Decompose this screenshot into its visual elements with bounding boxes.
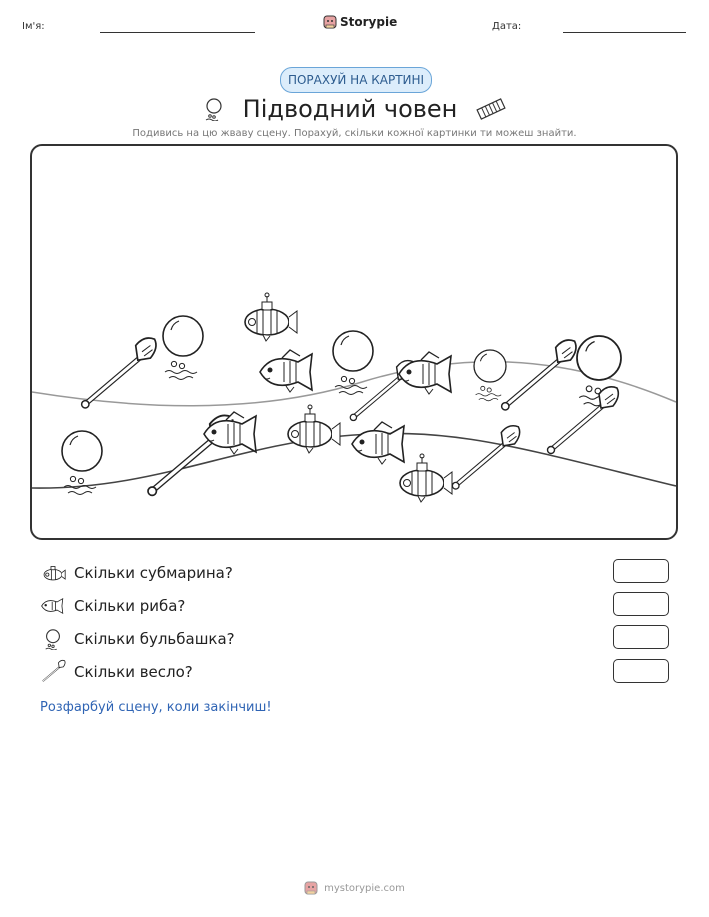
storypie-mascot-icon (323, 14, 337, 30)
fish (352, 422, 404, 464)
name-line[interactable] (100, 32, 255, 33)
oar (548, 387, 619, 454)
submarine (288, 405, 340, 453)
bubble (163, 316, 203, 380)
page-subtitle: Подивись на цю жваву сцену. Порахуй, скільки кожної картинки ти можеш знайти. (132, 128, 577, 139)
count-badge: ПОРАХУЙ НА КАРТИНІ (280, 67, 432, 93)
question-text: Скільки весло? (74, 663, 193, 681)
date-line[interactable] (563, 32, 686, 33)
date-label: Дата: (492, 21, 522, 32)
bubble-icon (203, 97, 225, 121)
question-bubble (40, 626, 235, 652)
fish-icon (40, 595, 66, 617)
fish (399, 352, 451, 394)
answer-box-submarine[interactable] (613, 559, 669, 583)
page-title-row (200, 92, 510, 126)
brand-logo (323, 14, 397, 30)
page-title: Підводний човен (242, 95, 458, 123)
name-label: Ім'я: (22, 21, 45, 32)
counting-scene (30, 144, 678, 540)
footer-site[interactable]: mystorypie.com (324, 882, 405, 894)
eraser-icon (475, 98, 507, 120)
oar-icon (40, 659, 66, 685)
footer (0, 880, 709, 896)
submarine (245, 293, 297, 341)
question-text: Скільки бульбашка? (74, 630, 235, 648)
question-text: Скільки риба? (74, 597, 186, 615)
fish (204, 412, 256, 454)
submarine-icon (40, 562, 66, 584)
question-submarine (40, 560, 233, 586)
answer-box-oar[interactable] (613, 659, 669, 683)
answer-box-fish[interactable] (613, 592, 669, 616)
oar (502, 340, 576, 410)
scene-illustration (32, 146, 676, 538)
question-fish (40, 593, 185, 619)
bubble (474, 350, 506, 401)
answer-box-bubble[interactable] (613, 625, 669, 649)
oar (452, 426, 519, 489)
question-oar (40, 659, 193, 685)
question-text: Скільки субмарина? (74, 564, 233, 582)
oar (82, 338, 156, 408)
brand-name: Storypie (340, 15, 398, 29)
coloring-instruction: Розфарбуй сцену, коли закінчиш! (40, 700, 272, 715)
bubble-icon (40, 628, 66, 650)
storypie-mascot-icon (304, 880, 318, 896)
fish (260, 350, 312, 392)
submarine (400, 454, 452, 502)
